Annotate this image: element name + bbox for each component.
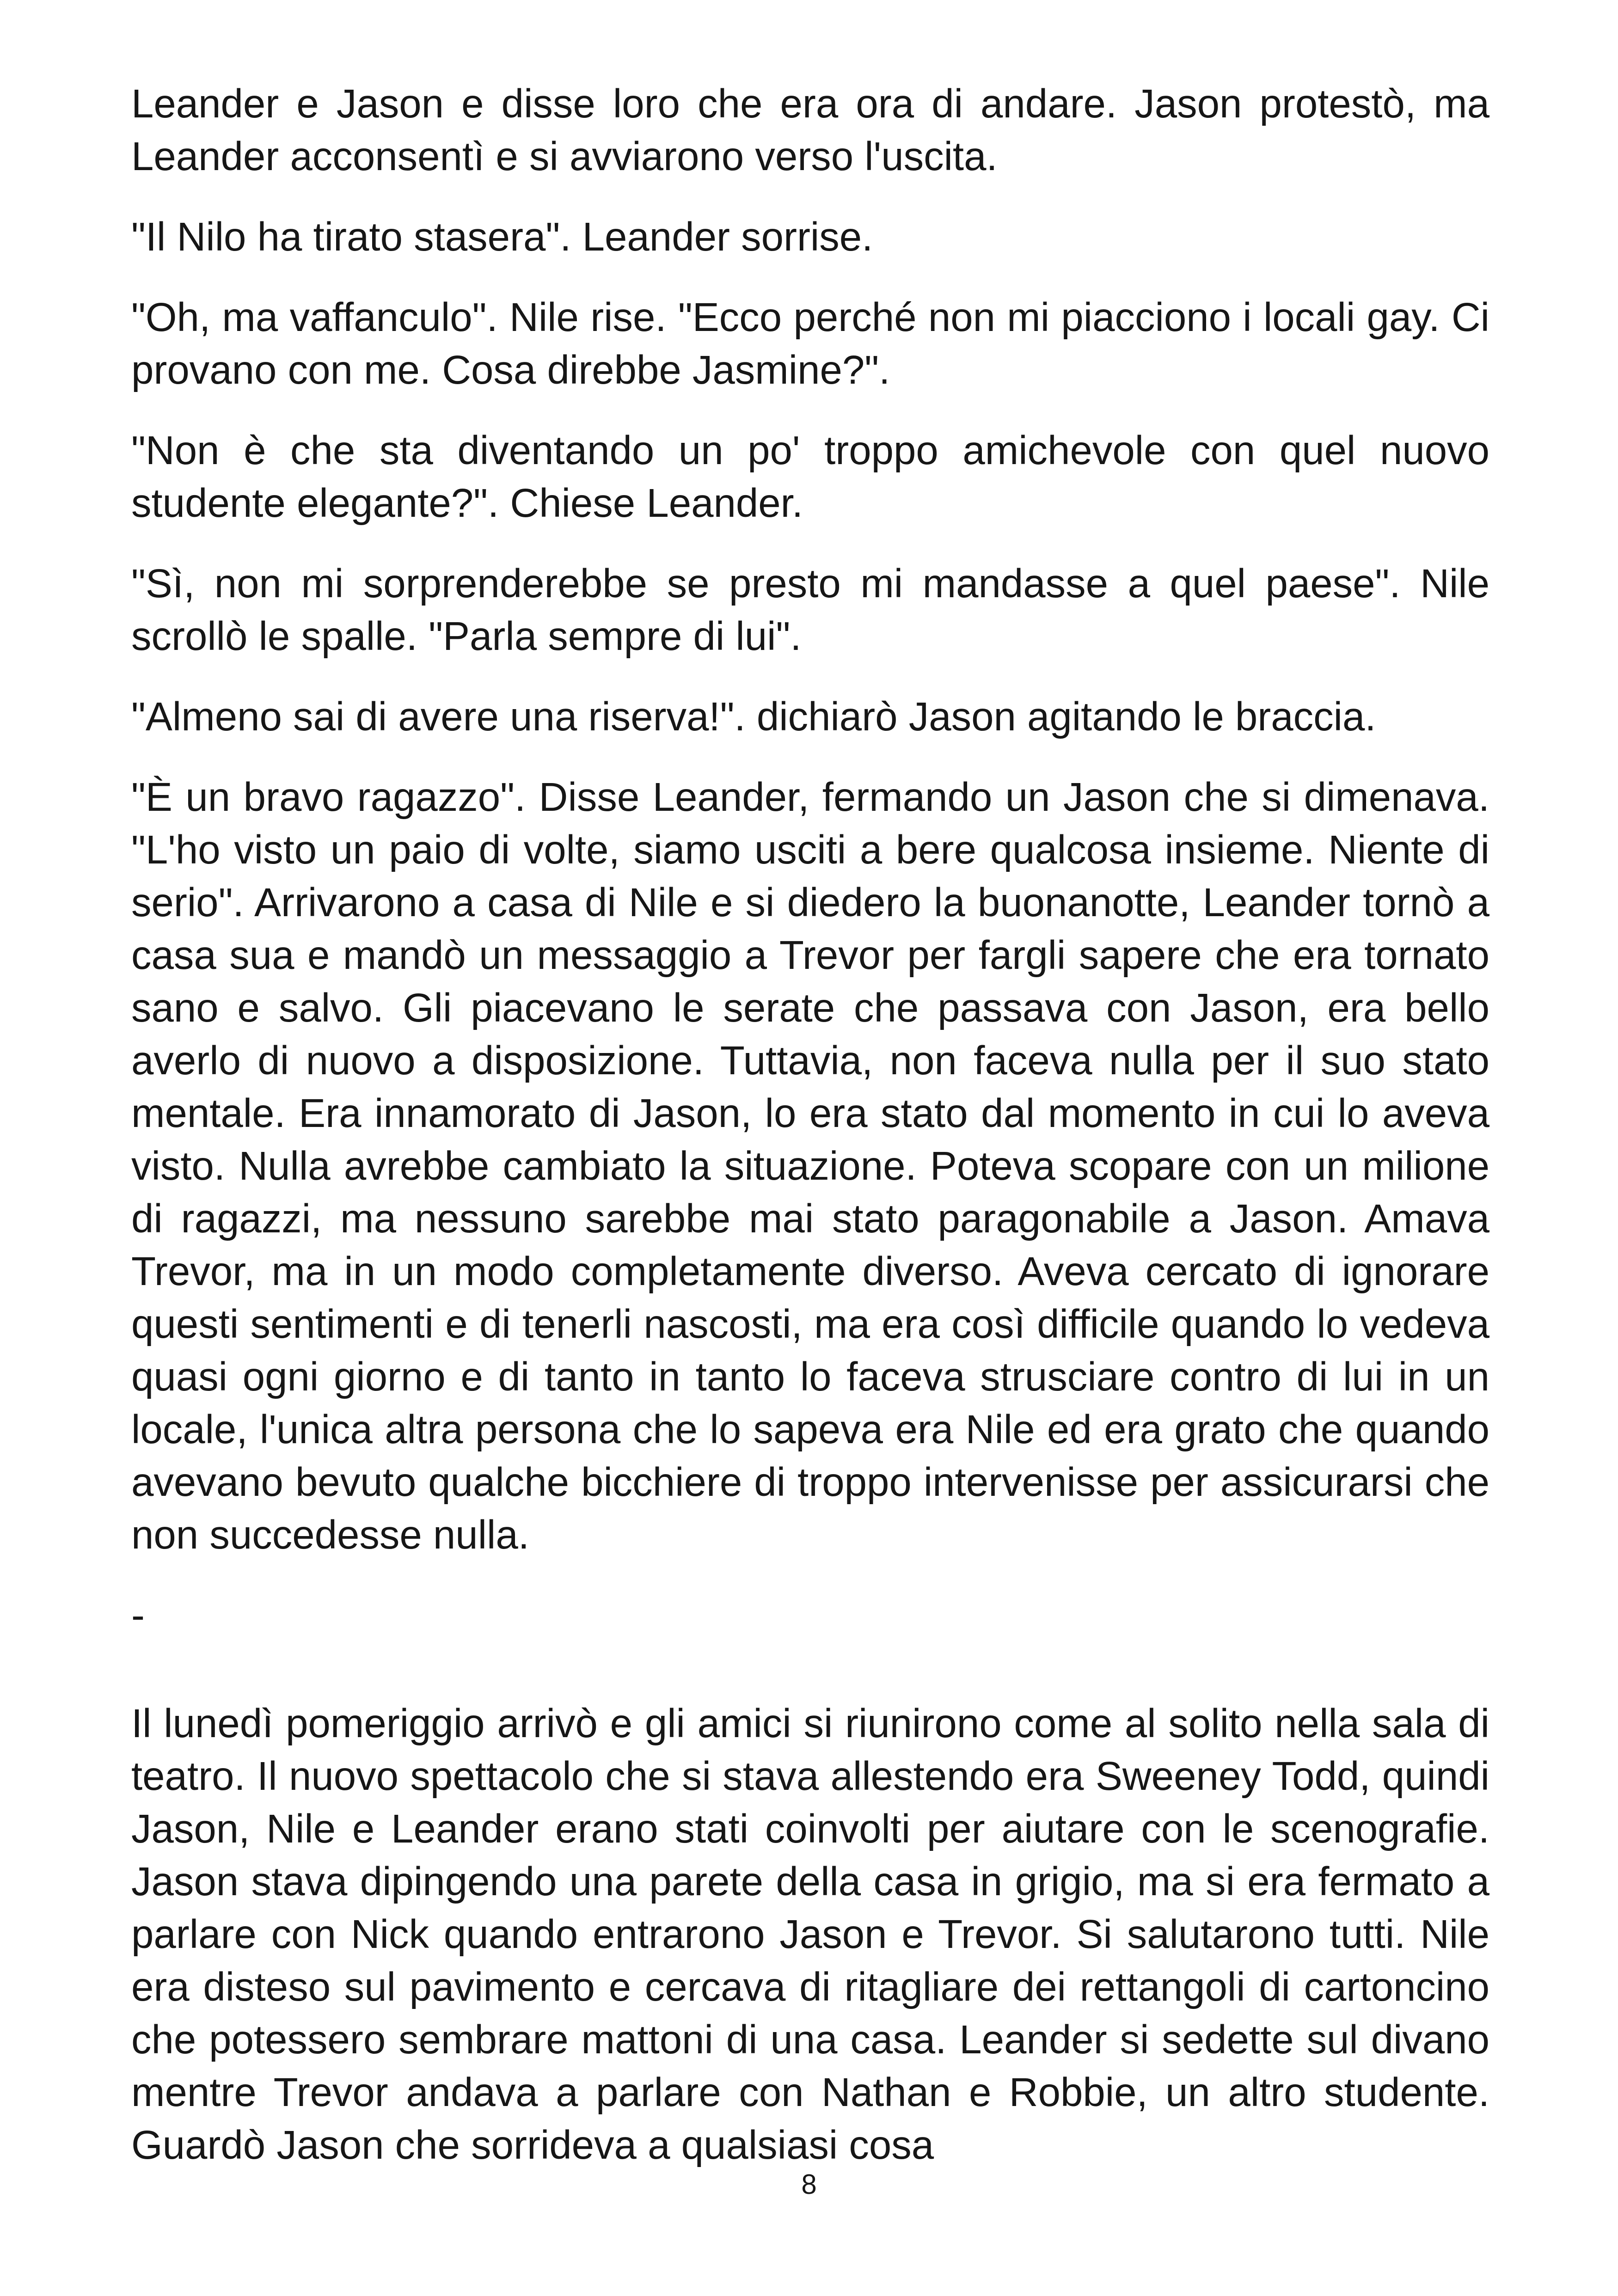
scene-separator: - xyxy=(131,1593,145,1638)
paragraph-6: "Almeno sai di avere una riserva!". dichiarò Jason agitando le braccia. xyxy=(131,694,1376,739)
body-text xyxy=(131,78,1489,2172)
paragraph-5: "Sì, non mi sorprenderebbe se presto mi mandasse a quel paese". Nile scrollò le spalle. "Parla sempre di lui". xyxy=(131,561,1489,659)
page-number: 8 xyxy=(801,2169,817,2200)
paragraph-8: Il lunedì pomeriggio arrivò e gli amici si riunirono come al solito nella sala di teatro. Il nuovo spettacolo che si stava allestendo era Sweeney Todd, quindi Jason, Nile e Leander erano stati coinvolti per aiutare con le scenografie. Jason stava dipingendo una parete della casa in grigio, ma si era fermato a parlare con Nick quando entrarono Jason e Trevor. Si salutarono tutti. Nile era disteso sul pavimento e cercava di ritagliare dei rettangoli di cartoncino che potessero sembrare mattoni di una casa. Leander si sedette sul divano mentre Trevor andava a parlare con Nathan e Robbie, un altro studente. Guardò Jason che sorrideva a qualsiasi cosa xyxy=(131,1701,1489,2167)
paragraph-7: "È un bravo ragazzo". Disse Leander, fermando un Jason che si dimenava. "L'ho visto un paio di volte, siamo usciti a bere qualcosa insieme. Niente di serio". Arrivarono a casa di Nile e si diedero la buonanotte, Leander tornò a casa sua e mandò un messaggio a Trevor per fargli sapere che era tornato sano e salvo. Gli piacevano le serate che passava con Jason, era bello averlo di nuovo a disposizione. Tuttavia, non faceva nulla per il suo stato mentale. Era innamorato di Jason, lo era stato dal momento in cui lo aveva visto. Nulla avrebbe cambiato la situazione. Poteva scopare con un milione di ragazzi, ma nessuno sarebbe mai stato paragonabile a Jason. Amava Trevor, ma in un modo completamente diverso. Aveva cercato di ignorare questi sentimenti e di tenerli nascosti, ma era così difficile quando lo vedeva quasi ogni giorno e di tanto in tanto lo faceva strusciare contro di lui in un locale, l'unica altra persona che lo sapeva era Nile ed era grato che quando avevano bevuto qualche bicchiere di troppo intervenisse per assicurarsi che non succedesse nulla. xyxy=(131,775,1489,1557)
paragraph-1: Leander e Jason e disse loro che era ora di andare. Jason protestò, ma Leander acconsentì e si avviarono verso l'uscita. xyxy=(131,81,1489,179)
paragraph-2: "Il Nilo ha tirato stasera". Leander sorrise. xyxy=(131,214,873,259)
paragraph-4: "Non è che sta diventando un po' troppo amichevole con quel nuovo studente elegante?". Chiese Leander. xyxy=(131,428,1489,526)
paragraph-3: "Oh, ma vaffanculo". Nile rise. "Ecco perché non mi piacciono i locali gay. Ci provano con me. Cosa direbbe Jasmine?". xyxy=(131,295,1489,392)
